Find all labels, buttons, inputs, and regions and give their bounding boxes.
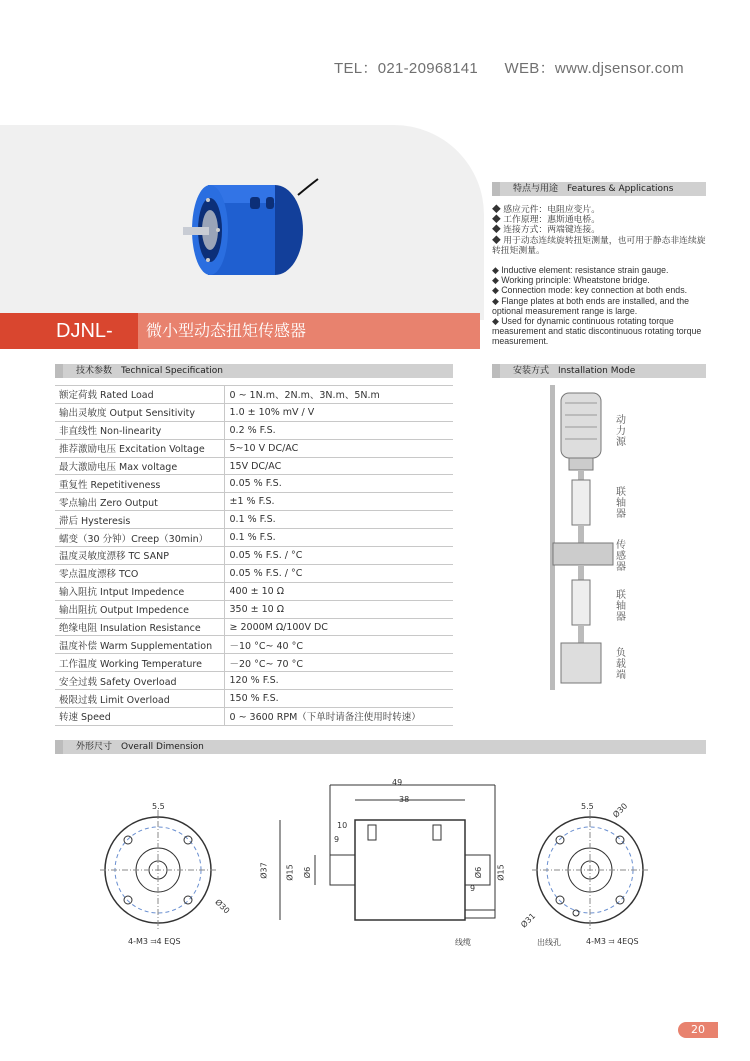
spec-row: [55, 690, 453, 708]
dim-label: Ø30: [611, 801, 630, 820]
dim-label: Ø31: [519, 911, 538, 930]
spec-param: 输出灵敏度 Output Sensitivity: [55, 403, 224, 421]
tel-text: TEL：021-20968141: [334, 60, 479, 77]
spec-value: 5~10 V DC/AC: [224, 439, 453, 457]
spec-row: [55, 493, 453, 511]
spec-value: 1.0 ± 10% mV / V: [224, 403, 453, 421]
dim-label: 49: [392, 778, 403, 787]
product-name: 微小型动态扭矩传感器: [146, 321, 307, 340]
spec-value: ±1 % F.S.: [224, 493, 453, 511]
dim-label: 5.5: [581, 802, 594, 811]
install-label: 联轴器: [616, 487, 626, 520]
features-section-header: [492, 182, 706, 196]
feature-en: ◆ Flange plates at both ends are installed, and the optional measurement range is large.: [492, 295, 690, 316]
installation-diagram: [545, 385, 645, 695]
spec-param: 转速 Speed: [55, 708, 224, 726]
feature-cn: ◆ 连接方式：两端键连接。: [492, 224, 601, 235]
spec-value: 0 ~ 1N.m、2N.m、3N.m、5N.m: [224, 386, 453, 404]
spec-param: 安全过载 Safety Overload: [55, 672, 224, 690]
spec-row: [55, 439, 453, 457]
contact-header: [334, 57, 706, 78]
dim-label: Ø30: [213, 897, 232, 916]
spec-param: 温度补偿 Warm Supplementation: [55, 636, 224, 654]
model-title: DJNL-: [0, 313, 138, 349]
spec-value: 0 ~ 3600 RPM（下单时请备注使用时转速）: [224, 708, 453, 726]
dim-label: 5.5: [152, 802, 165, 811]
spec-param: 额定荷载 Rated Load: [55, 386, 224, 404]
install-heading: 安装方式 Installation Mode: [513, 366, 636, 376]
spec-value: －20 °C~ 70 °C: [224, 654, 453, 672]
spec-table: [55, 385, 453, 726]
spec-row: [55, 529, 453, 547]
spec-param: 最大激励电压 Max voltage: [55, 457, 224, 475]
feature-en: ◆ Working principle: Wheatstone bridge.: [492, 275, 650, 286]
dim-label: 出线孔: [537, 938, 561, 947]
spec-param: 绝缘电阻 Insulation Resistance: [55, 618, 224, 636]
spec-param: 滞后 Hysteresis: [55, 511, 224, 529]
spec-section-header: [55, 364, 453, 378]
spec-row: [55, 618, 453, 636]
spec-row: [55, 511, 453, 529]
dim-label: Ø15: [496, 864, 506, 881]
spec-param: 温度灵敏度漂移 TC SANP: [55, 547, 224, 565]
spec-value: 0.2 % F.S.: [224, 421, 453, 439]
spec-row: [55, 582, 453, 600]
install-label: 联轴器: [616, 590, 626, 623]
product-image: [180, 175, 320, 285]
dim-label: Ø6: [474, 866, 484, 879]
spec-row: [55, 421, 453, 439]
spec-row: [55, 547, 453, 565]
spec-param: 输出阻抗 Output Impedence: [55, 600, 224, 618]
dim-label: 10: [337, 821, 348, 830]
dim-label: 38: [399, 795, 410, 804]
feature-cn: ◆ 感应元件：电阻应变片。: [492, 204, 601, 214]
spec-row: [55, 475, 453, 493]
spec-param: 零点输出 Zero Output: [55, 493, 224, 511]
spec-value: 0.1 % F.S.: [224, 529, 453, 547]
spec-value: 150 % F.S.: [224, 690, 453, 708]
spec-param: 工作温度 Working Temperature: [55, 654, 224, 672]
spec-value: 350 ± 10 Ω: [224, 600, 453, 618]
install-section-header: [492, 364, 706, 378]
spec-value: 0.05 % F.S.: [224, 475, 453, 493]
spec-value: 400 ± 10 Ω: [224, 582, 453, 600]
spec-value: 0.1 % F.S.: [224, 511, 453, 529]
dim-label: 4-M3 ⫤ 4EQS: [586, 937, 639, 946]
spec-row: [55, 636, 453, 654]
dim-label: 9: [334, 835, 340, 844]
feature-cn: ◆ 用于动态连续旋转扭矩测量，也可用于静态非连续旋转扭矩测量。: [492, 234, 706, 255]
dim-label: Ø6: [303, 866, 313, 879]
spec-value: 0.05 % F.S. / °C: [224, 564, 453, 582]
dim-label: Ø15: [285, 864, 295, 881]
spec-param: 蠕变（30 分钟）Creep（30min）: [55, 529, 224, 547]
spec-param: 非直线性 Non-linearity: [55, 421, 224, 439]
spec-value: 120 % F.S.: [224, 672, 453, 690]
spec-row: [55, 708, 453, 726]
dim-label: 线缆: [455, 938, 471, 947]
spec-row: [55, 457, 453, 475]
spec-value: 15V DC/AC: [224, 457, 453, 475]
feature-en: ◆ Used for dynamic continuous rotating torque measurement and static discontinuous rotating torque measurement.: [492, 316, 702, 347]
dim-label: 4-M3 ⫤4 EQS: [128, 937, 181, 946]
install-label: 传感器: [616, 540, 626, 573]
install-label: 负载端: [616, 648, 626, 681]
feature-cn: ◆ 工作原理：惠斯通电桥。: [492, 214, 601, 225]
page-number: 20: [678, 1022, 718, 1038]
dimension-section-header: [55, 740, 706, 754]
spec-param: 输入阻抗 Intput Impedence: [55, 582, 224, 600]
dimension-heading: 外形尺寸 Overall Dimension: [76, 742, 204, 752]
dimension-drawing: [100, 770, 660, 960]
spec-row: [55, 386, 453, 404]
spec-heading: 技术参数 Technical Specification: [76, 366, 223, 376]
spec-row: [55, 564, 453, 582]
spec-value: －10 °C~ 40 °C: [224, 636, 453, 654]
spec-row: [55, 672, 453, 690]
spec-value: 0.05 % F.S. / °C: [224, 547, 453, 565]
feature-en: ◆ Connection mode: key connection at both ends.: [492, 285, 688, 296]
spec-row: [55, 600, 453, 618]
spec-param: 极限过载 Limit Overload: [55, 690, 224, 708]
features-text: [492, 204, 706, 347]
spec-row: [55, 654, 453, 672]
spec-row: [55, 403, 453, 421]
spec-value: ≥ 2000M Ω/100V DC: [224, 618, 453, 636]
features-heading: 特点与用途 Features & Applications: [513, 184, 674, 194]
spec-param: 零点温度漂移 TCO: [55, 564, 224, 582]
dim-label: Ø37: [259, 862, 269, 879]
install-label: 动力源: [616, 415, 626, 448]
dim-label: 9: [470, 884, 476, 893]
feature-en: ◆ Inductive element: resistance strain gauge.: [492, 265, 669, 276]
web-text: WEB：www.djsensor.com: [504, 60, 684, 77]
spec-param: 推荐激励电压 Excitation Voltage: [55, 439, 224, 457]
spec-param: 重复性 Repetitiveness: [55, 475, 224, 493]
